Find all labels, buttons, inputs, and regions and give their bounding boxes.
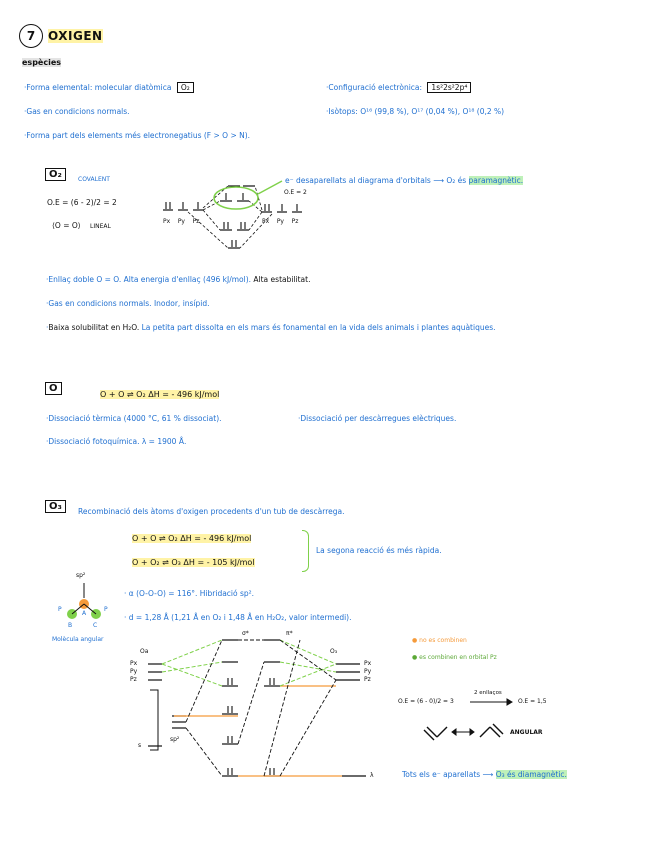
diamagnetic-label: O₃ és diamagnètic. — [495, 770, 567, 779]
o2-lineal: LINEAL — [90, 223, 111, 230]
o2-note: e⁻ desaparellats al diagrama d'orbitals ⟶ O₂ és paramagnètic. — [285, 176, 524, 185]
diag-ob: O₃ — [330, 648, 338, 655]
diag-sigma: σ* — [242, 630, 249, 637]
o2-orb-left-labels: Px Py Pz — [163, 218, 200, 225]
o2-bullet-3: ·Baixa solubilitat en H₂O. La petita part dissolta en els mars és fonamental en la vida dels animals i plantes aquàtiques. — [46, 323, 496, 332]
o2-bullet-1: ·Enllaç doble O = O. Alta energia d'enllaç (496 kJ/mol). Alta estabilitat. — [46, 275, 311, 284]
o3-label-a: A — [82, 610, 87, 617]
o-reaction: O + O ⇌ O₂ ΔH = - 496 kJ/mol — [100, 390, 220, 399]
o3-label-p1: P — [58, 606, 62, 613]
o3-deslocalitzats: 2 enllaços — [474, 690, 502, 696]
o3-reaction-2: O + O₂ ⇌ O₃ ΔH = - 105 kJ/mol — [132, 558, 255, 567]
intro-gas: ·Gas en condicions normals. — [24, 107, 130, 116]
diag-lambda: λ — [370, 772, 374, 779]
o3-oe-result: O.E = 1,5 — [518, 698, 547, 705]
intro-part: ·Forma part dels elements més electronegatius (F > O > N). — [24, 131, 251, 140]
config-box: 1s²2s²2p⁴ — [427, 82, 471, 93]
diag-s: s — [138, 742, 142, 749]
o3-label-p2: P — [104, 606, 108, 613]
section-especies: espècies — [22, 58, 62, 67]
diag-left-p: Px Py Pz — [130, 660, 138, 683]
o3-angular-molecule: Molècula angular — [52, 636, 104, 643]
paramagnetic-label: paramagnètic. — [468, 176, 524, 185]
o3-final: Tots els e⁻ aparellats ⟶ O₃ és diamagnètic. — [402, 770, 567, 779]
legend-orange: ● no es combinen — [412, 637, 467, 644]
o3-fastest: La segona reacció és més ràpida. — [316, 546, 442, 555]
o3-angle: · α (O-O-O) = 116°. Hibridació sp². — [124, 589, 255, 598]
o2-bullet-2: ·Gas en condicions normals. Inodor, insípid. — [46, 299, 210, 308]
o-line-1b: ·Dissociació per descàrregues elèctriques. — [298, 414, 457, 423]
o2-covalent: COVALENT — [78, 176, 110, 183]
o3-desc: Recombinació dels àtoms d'oxigen procedents d'un tub de descàrrega. — [78, 507, 345, 516]
o-line-2: ·Dissociació fotoquímica. λ = 1900 Å. — [46, 437, 187, 446]
o3-label-c: C — [93, 622, 98, 629]
o-section-box: O — [45, 382, 62, 395]
diag-pi: π* — [286, 630, 293, 637]
page-title: OXIGEN — [48, 29, 103, 43]
o3-label-b: B — [68, 622, 73, 629]
o3-oe: O.E = (6 - 0)/2 = 3 — [398, 698, 454, 705]
o3-angular-label: ANGULAR — [510, 729, 543, 736]
o2-lineal-formula: ⟨O = O⟩ — [52, 221, 81, 230]
o3-reaction-1: O + O ⇌ O₂ ΔH = - 496 kJ/mol — [132, 534, 252, 543]
diag-sp2: sp² — [170, 736, 180, 743]
intro-config: ·Configuració electrònica: 1s²2s²2p⁴ — [326, 83, 471, 92]
o3-section-box: O₃ — [45, 500, 66, 513]
o2-box-inline: O₂ — [177, 82, 194, 93]
o2-orb-right-labels: Px Py Pz — [262, 218, 299, 225]
o3-sp2: sp² — [76, 572, 86, 579]
diag-oa: Oa — [140, 648, 149, 655]
o3-distance: · d = 1,28 Å (1,21 Å en O₂ i 1,48 Å en H₂O₂, valor intermedi). — [124, 613, 352, 622]
intro-isotops: ·Isòtops: O¹⁶ (99,8 %), O¹⁷ (0,04 %), O¹⁸ (0,2 %) — [326, 107, 505, 116]
diag-right-p: Px Py Pz — [364, 660, 372, 683]
chapter-number: 7 — [26, 29, 36, 43]
o-line-1: ·Dissociació tèrmica (4000 °C, 61 % dissociat). — [46, 414, 222, 423]
legend-green: ● es combinen en orbital Pz — [412, 654, 497, 661]
intro-forma: ·Forma elemental: molecular diatòmica O₂ — [24, 83, 194, 92]
o2-oe: O.E = (6 - 2)/2 = 2 — [47, 198, 117, 207]
o2-section-box: O₂ — [45, 168, 66, 181]
o2-oe2: O.E = 2 — [284, 189, 307, 196]
